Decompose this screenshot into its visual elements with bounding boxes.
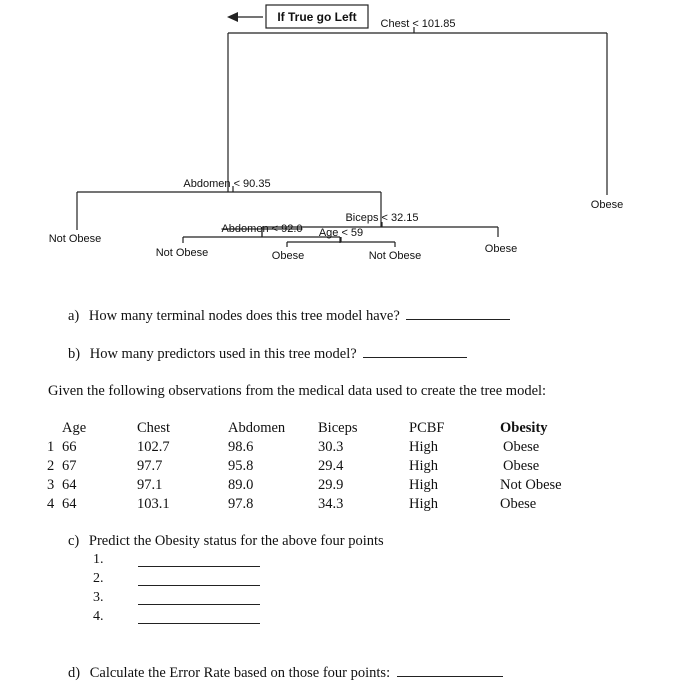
cell-obesity: Not Obese xyxy=(500,477,562,493)
intro-text: Given the following observations from the medical data used to create the tree model: xyxy=(48,383,547,399)
age-split-label: Age < 59 xyxy=(318,227,364,239)
biceps-split-label: Biceps < 32.15 xyxy=(345,212,419,224)
question-b-text: How many predictors used in this tree model? xyxy=(89,346,357,362)
cell-obesity: Obese xyxy=(503,439,540,455)
question-d-label: d) xyxy=(68,665,81,681)
row-index: 2 xyxy=(47,458,55,474)
question-a-answer-line[interactable] xyxy=(406,307,510,320)
cell-abdomen: 97.8 xyxy=(228,496,254,512)
abdomen1-split-label: Abdomen < 90.35 xyxy=(183,178,271,190)
cell-pcbf: High xyxy=(409,439,438,455)
answer-line-3[interactable] xyxy=(138,604,260,605)
cell-age: 64 xyxy=(62,477,77,493)
question-d-text: Calculate the Error Rate based on those four points: xyxy=(89,665,391,681)
legend-label: If True go Left xyxy=(277,10,357,24)
question-c xyxy=(68,533,384,550)
question-b-answer-line[interactable] xyxy=(363,345,467,358)
cell-age: 64 xyxy=(62,496,77,512)
leaf-far-left: Not Obese xyxy=(48,233,102,245)
header-pcbf: PCBF xyxy=(409,420,445,436)
cell-abdomen: 98.6 xyxy=(228,439,254,455)
leaf-abdomen2-left: Not Obese xyxy=(155,247,209,259)
cell-obesity: Obese xyxy=(500,496,537,512)
cell-age: 66 xyxy=(62,439,77,455)
header-chest: Chest xyxy=(137,420,171,436)
question-b xyxy=(68,345,467,363)
cell-chest: 103.1 xyxy=(137,496,170,512)
decision-tree-diagram xyxy=(0,0,673,290)
header-age: Age xyxy=(62,420,87,436)
row-index: 3 xyxy=(47,477,55,493)
leaf-root-right: Obese xyxy=(590,199,624,211)
question-c-text: Predict the Obesity status for the above four points xyxy=(88,533,384,549)
question-d xyxy=(68,664,503,682)
leaf-biceps-right: Obese xyxy=(484,243,518,255)
cell-pcbf: High xyxy=(409,496,438,512)
cell-obesity: Obese xyxy=(503,458,540,474)
question-a xyxy=(68,307,510,325)
answer-item-number: 1. xyxy=(93,552,104,567)
answer-item-number: 4. xyxy=(93,609,104,624)
abdomen2-split-label: Abdomen < 92.0 xyxy=(221,223,303,235)
legend-arrowhead xyxy=(227,12,238,22)
header-biceps: Biceps xyxy=(318,420,358,436)
cell-biceps: 29.4 xyxy=(318,458,344,474)
cell-pcbf: High xyxy=(409,477,438,493)
cell-biceps: 30.3 xyxy=(318,439,344,455)
answer-line-1[interactable] xyxy=(138,566,260,567)
answer-line-2[interactable] xyxy=(138,585,260,586)
answer-item-number: 2. xyxy=(93,571,104,586)
root-split-label: Chest < 101.85 xyxy=(380,18,456,30)
question-d-answer-line[interactable] xyxy=(397,664,503,677)
cell-chest: 102.7 xyxy=(137,439,170,455)
header-abdomen: Abdomen xyxy=(228,420,286,436)
row-index: 4 xyxy=(47,496,55,512)
answer-item-number: 3. xyxy=(93,590,104,605)
leaf-abdomen2-right: Obese xyxy=(271,250,305,262)
cell-abdomen: 95.8 xyxy=(228,458,254,474)
cell-biceps: 29.9 xyxy=(318,477,344,493)
question-a-text: How many terminal nodes does this tree model have? xyxy=(88,308,400,324)
answer-line-4[interactable] xyxy=(138,623,260,624)
cell-chest: 97.7 xyxy=(137,458,163,474)
cell-abdomen: 89.0 xyxy=(228,477,254,493)
question-a-label: a) xyxy=(68,308,80,324)
header-obesity: Obesity xyxy=(500,420,548,436)
question-c-label: c) xyxy=(68,533,80,549)
row-index: 1 xyxy=(47,439,55,455)
cell-biceps: 34.3 xyxy=(318,496,344,512)
cell-chest: 97.1 xyxy=(137,477,163,493)
cell-age: 67 xyxy=(62,458,77,474)
question-b-label: b) xyxy=(68,346,81,362)
leaf-age-right: Not Obese xyxy=(368,250,422,262)
cell-pcbf: High xyxy=(409,458,438,474)
